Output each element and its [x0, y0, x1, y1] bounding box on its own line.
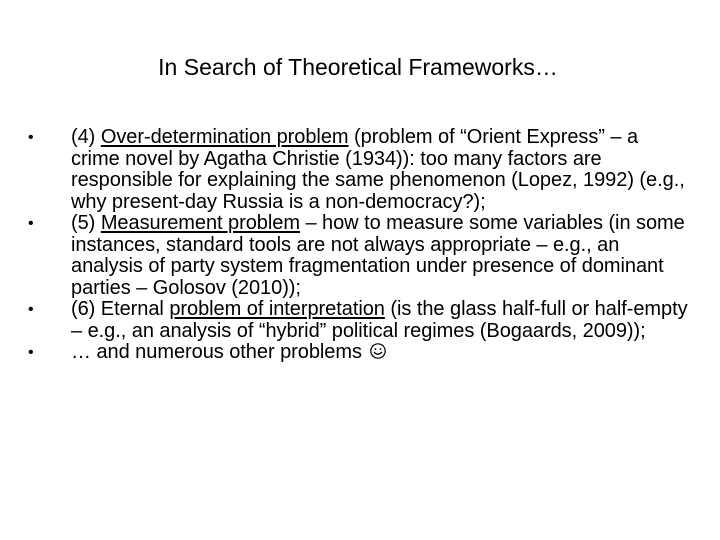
bullet-text: (problem of “Orient Express” – a crime novel by Agatha Christie (1934)): too many factors are responsible for explaining the same phenomenon (Lopez, 1992) (e.g., why present-day Russia is a non-democracy?);	[71, 126, 685, 213]
bullet-text: – how to measure some variables (in some instances, standard tools are not always appropriate – e.g., an analysis of party system fragmentation under presence of dominant parties – Golosov (2010));	[71, 212, 685, 299]
bullet-underlined-term: Over-determination problem	[100, 126, 349, 148]
bullet-list	[28, 127, 688, 364]
slide-title: In Search of Theoretical Frameworks…	[158, 54, 558, 80]
bullet-text: … and numerous other problems	[71, 341, 362, 363]
bullet-marker: •	[28, 215, 34, 232]
bullet-prefix: (6) Eternal	[71, 298, 170, 320]
bullet-underlined-term: problem of interpretation	[169, 298, 385, 320]
bullet-underlined-term: Measurement problem	[100, 212, 300, 234]
bullet-measurement	[28, 213, 688, 299]
bullet-overdetermination	[28, 127, 688, 213]
smiley-face-icon	[369, 342, 387, 360]
bullet-marker: •	[28, 129, 34, 146]
bullet-text: (is the glass half-full or half-empty – e.g., an analysis of “hybrid” political regimes (Bogaards, 2009));	[71, 298, 688, 342]
bullet-marker: •	[28, 301, 34, 318]
bullet-marker: •	[28, 344, 34, 361]
bullet-other-problems	[28, 342, 688, 364]
bullet-prefix: (5)	[71, 212, 101, 234]
bullet-prefix: (4)	[71, 126, 101, 148]
bullet-interpretation	[28, 299, 688, 342]
